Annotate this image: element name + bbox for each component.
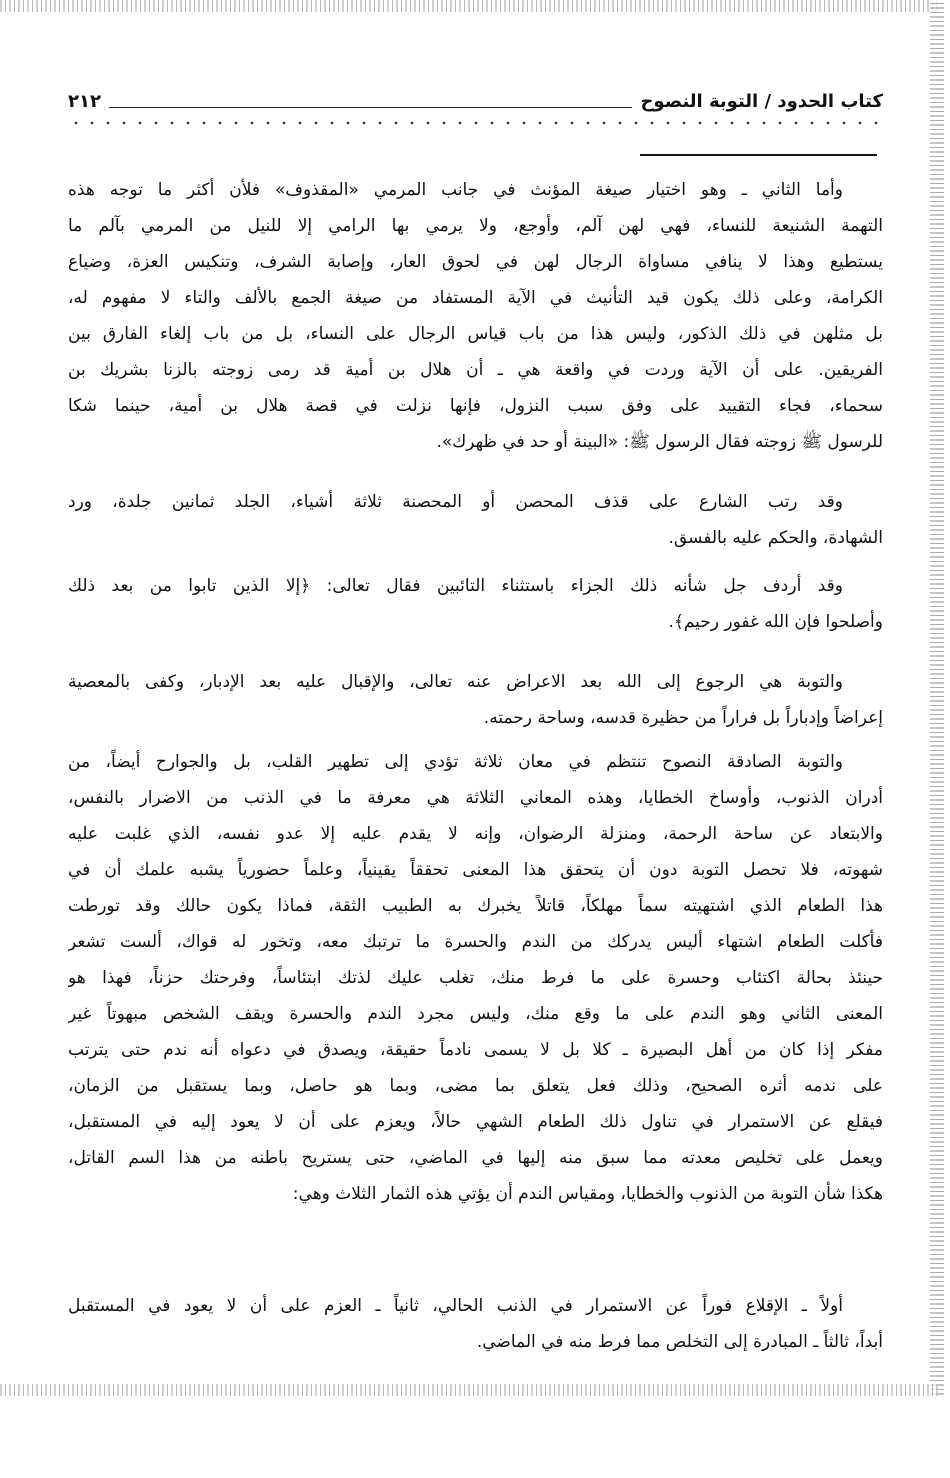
paragraph: [68, 172, 883, 460]
page-number: ٢١٢: [68, 90, 101, 112]
text-line: والتوبة الصادقة النصوح تنتظم في معان ثلاثة تؤدي إلى تطهير القلب، بل والجوارح أيضاً، من: [68, 752, 843, 772]
text-line: للرسول ﷺ زوجته فقال الرسول ﷺ: «البينة أو حد في ظهرك».: [436, 432, 883, 452]
text-line: الفريقين. على أن الآية وردت في واقعة هي ـ أن هلال بن أمية قد رمى زوجته بالزنا بشريك بن: [68, 360, 883, 380]
text-line: سحماء، فجاء التقييد على وفق سبب النزول، فإنها نزلت في قصة هلال بن أمية، حينما شكا: [68, 396, 883, 416]
text-line: المعنى الثاني وهو الندم على ما وقع منك، وليس مجرد الندم والحسرة ويقف الشخص مبهوتاً غير: [68, 1004, 883, 1024]
header-rule: [109, 107, 632, 108]
text-line: حينئذ بحالة اكتئاب وحسرة على ما فرط منك، تغلب عليك لذتك ابتئاساً، وفرحتك حزناً، فهذا هو: [68, 968, 883, 988]
text-line: بل مثلهن في ذلك الذكور، وليس هذا من باب قياس الرجال على النساء، بل من باب إلغاء الفارق بين: [68, 324, 883, 344]
text-line: هكذا شأن التوبة من الذنوب والخطايا، ومقياس الندم أن يؤتي هذه الثمار الثلاث وهي:: [292, 1184, 883, 1204]
decorative-border-right: [930, 0, 944, 1395]
text-line: ويعمل على تخليص معدته مما سبق منه إليها في الماضي، حتى يستريح باطنه من هذا السم القاتل،: [68, 1148, 883, 1168]
text-line: والابتعاد عن ساحة الرحمة، ومنزلة الرضوان، وإنه لا يقدم عليه إلا عدو نفسه، الذي غلبت عليه: [68, 824, 883, 844]
paragraph: [68, 1288, 883, 1360]
paragraph: [68, 568, 883, 640]
section-rule: [640, 154, 877, 156]
decorative-border-bottom: [0, 1384, 938, 1396]
text-line: الكرامة، وعلى ذلك يكون قيد التأنيث في الآية المستفاد من صيغة الجمع بالألف والتاء لا مفهوم له،: [68, 288, 883, 308]
text-line: فيقلع عن الاستمرار في تناول ذلك الطعام الشهي حالاً، ويعزم على أن لا يعود إليه في المستقبل،: [68, 1112, 883, 1132]
running-title: كتاب الحدود / التوبة النصوح: [640, 90, 883, 112]
paragraph: [68, 744, 883, 1212]
text-line: يستطيع وهذا لا ينافي مساواة الرجال لهن في لحوق العار، وإصابة الشرف، وتنكيس العزة، وضياع: [68, 252, 883, 272]
text-line: هذا الطعام الذي اشتهيته سماً مهلكاً، قاتلاً يخبرك به الطبيب الثقة، فماذا يكون حالك وقد تورطت: [68, 896, 883, 916]
text-line: شهوته، فلا تحصل التوبة دون أن يتحقق هذا المعنى تحققاً يقينياً، وعلماً حضورياً يشبه علمك أن في: [68, 860, 883, 880]
text-line: أدران الذنوب، وأوساخ الخطايا، وهذه المعاني الثلاثة هي معرفة ما في الذنب من الاضرار بالنفس،: [68, 788, 883, 808]
text-line: على ندمه أثره الصحيح، وذلك فعل يتعلق بما مضى، وبما هو حاصل، وبما يستقبل من الزمان،: [68, 1076, 883, 1096]
paragraph: [68, 664, 883, 736]
running-header: [68, 86, 883, 116]
text-line: والتوبة هي الرجوع إلى الله بعد الاعراض عنه تعالى، والإقبال عليه بعد الإدبار، وكفى بالمعصية: [68, 672, 843, 692]
text-line: وقد أردف جل شأنه ذلك الجزاء باستثناء التائبين فقال تعالى: ﴿إلا الذين تابوا من بعد ذلك: [68, 576, 843, 596]
dotted-divider: [68, 118, 883, 128]
text-line: فأكلت الطعام اشتهاء أليس يدركك من الندم والحسرة ما ترتبك معه، وتخور له قواك، ألست تشعر: [68, 932, 883, 952]
text-line: وأما الثاني ـ وهو اختيار صيغة المؤنث في جانب المرمي «المقذوف» فلأن أكثر ما توجه هذه: [68, 180, 843, 200]
text-line: الشهادة، والحكم عليه بالفسق.: [668, 528, 883, 548]
text-line: أبداً، ثالثاً ـ المبادرة إلى التخلص مما فرط منه في الماضي.: [476, 1332, 883, 1352]
text-line: وأصلحوا فإن الله غفور رحيم﴾.: [668, 612, 883, 632]
text-line: مفكر إذا كان من أهل البصيرة ـ كلا بل لا يسمى نادماً حقيقة، ويصدق في دعواه أنه ندم حتى يترتب: [68, 1040, 883, 1060]
decorative-border-top: [0, 0, 938, 12]
text-line: التهمة الشنيعة للنساء، فهي لهن آلم، وأوجع، ولا يرمي بها الرامي إلا للنيل من المرمي بآلم ما: [68, 216, 883, 236]
text-line: إعراضاً وإدباراً بل فراراً من حظيرة قدسه، وساحة رحمته.: [483, 708, 883, 728]
paragraph: [68, 484, 883, 556]
text-line: أولاً ـ الإقلاع فوراً عن الاستمرار في الذنب الحالي، ثانياً ـ العزم على أن لا يعود في المستقبل: [68, 1296, 843, 1316]
text-line: وقد رتب الشارع على قذف المحصن أو المحصنة ثلاثة أشياء، الجلد ثمانين جلدة، ورد: [68, 492, 843, 512]
